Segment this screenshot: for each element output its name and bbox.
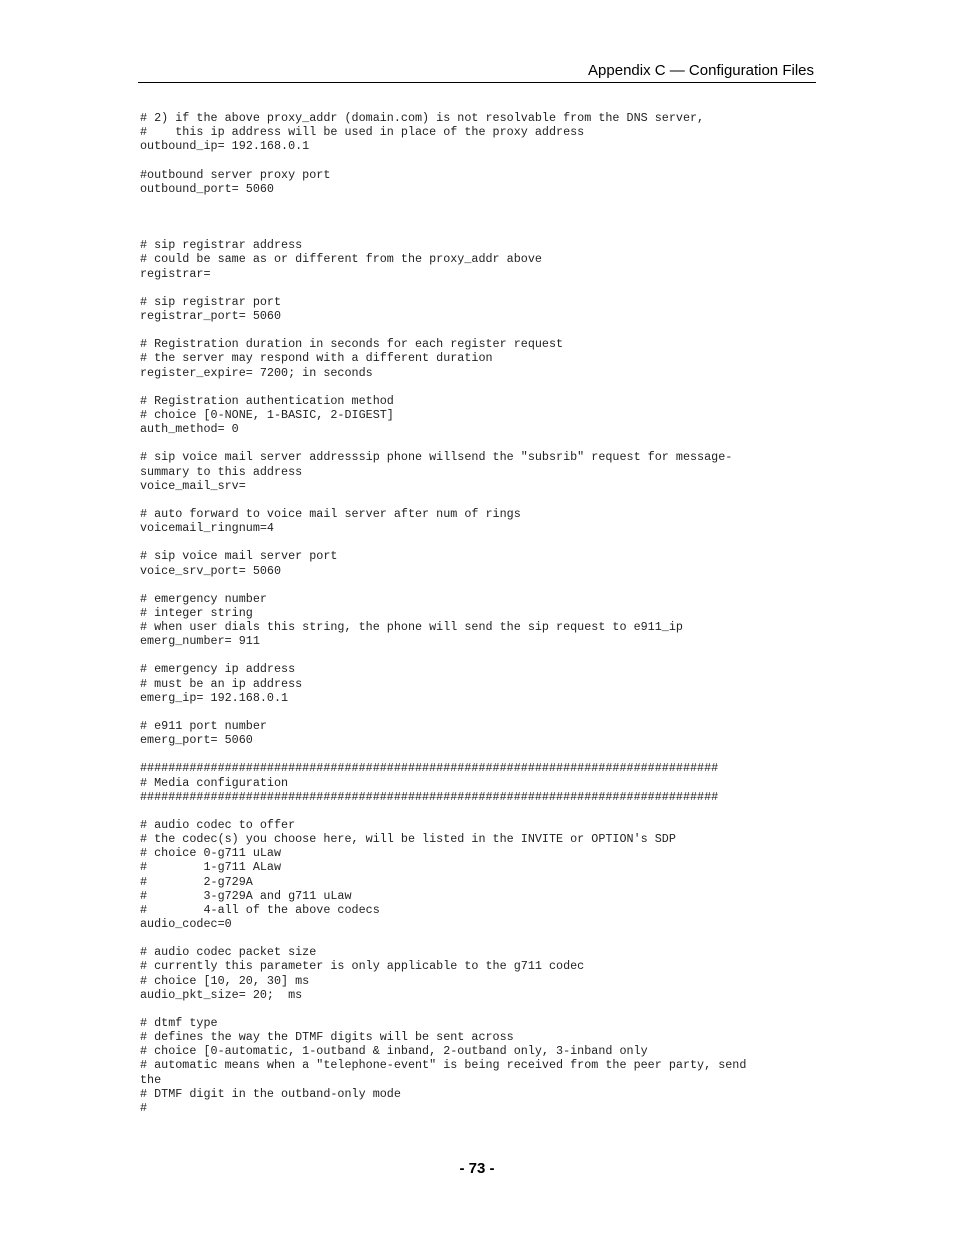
header-title: Appendix C — Configuration Files [588, 62, 814, 79]
config-line [140, 224, 820, 238]
config-line: # currently this parameter is only applicable to the g711 codec [140, 959, 585, 974]
config-line [140, 535, 820, 549]
config-line: # [140, 1100, 148, 1115]
config-line [140, 931, 820, 945]
config-line: emerg_ip= 192.168.0.1 [140, 690, 289, 705]
config-line: # defines the way the DTMF digits will be sent across [140, 1030, 514, 1045]
config-line: # could be same as or different from the proxy_addr above [140, 252, 542, 267]
config-line: # audio codec packet size [140, 945, 317, 960]
config-line: # sip voice mail server port [140, 549, 338, 564]
page-number: - 73 - [459, 1160, 495, 1177]
config-line: # emergency number [140, 591, 267, 606]
config-line: voice_mail_srv= [140, 478, 246, 493]
config-line [140, 493, 820, 507]
page-header [138, 60, 816, 83]
config-line: ################################################################################## [140, 789, 719, 804]
config-line: # 2) if the above proxy_addr (domain.com) is not resolvable from the DNS server, [140, 111, 705, 125]
config-line: outbound_ip= 192.168.0.1 [140, 139, 310, 154]
config-line: # dtmf type [140, 1016, 218, 1030]
config-line [140, 705, 820, 719]
config-line: # automatic means when a "telephone-event" is being received from the peer party, send [140, 1058, 747, 1073]
config-line: registrar_port= 5060 [140, 308, 282, 323]
config-line [140, 436, 820, 450]
config-line: auth_method= 0 [140, 422, 239, 437]
config-line: # 3-g729A and g711 uLaw [140, 888, 352, 903]
config-line: # the server may respond with a different duration [140, 351, 493, 366]
config-line: # Media configuration [140, 775, 289, 790]
config-line: # when user dials this string, the phone will send the sip request to e911_ip [140, 620, 683, 635]
config-line: # audio codec to offer [140, 818, 296, 833]
config-line: #outbound server proxy port [140, 167, 331, 182]
config-line: register_expire= 7200; in seconds [140, 365, 373, 380]
config-line: # choice [0-NONE, 1-BASIC, 2-DIGEST] [140, 407, 394, 422]
config-line [140, 747, 820, 761]
config-line [140, 1002, 820, 1016]
config-line: # 2-g729A [140, 874, 253, 889]
config-line: # Registration authentication method [140, 393, 394, 408]
config-line: # Registration duration in seconds for each register request [140, 337, 564, 352]
config-line: ################################################################################## [140, 761, 719, 776]
config-line: # integer string [140, 605, 253, 620]
config-file-listing [140, 111, 820, 1115]
config-line: audio_codec=0 [140, 917, 232, 932]
config-line: the [140, 1072, 162, 1087]
config-line: # 4-all of the above codecs [140, 902, 380, 917]
config-line: # sip voice mail server addresssip phone willsend the "subsrib" request for message- [140, 450, 733, 465]
config-line [140, 153, 820, 167]
config-line: # emergency ip address [140, 662, 296, 677]
config-line: audio_pkt_size= 20; ms [140, 987, 303, 1002]
config-line: summary to this address [140, 464, 303, 479]
config-line: # the codec(s) you choose here, will be listed in the INVITE or OPTION's SDP [140, 832, 676, 847]
config-line: emerg_port= 5060 [140, 733, 253, 748]
config-line: registrar= [140, 266, 211, 281]
config-line: # sip registrar port [140, 294, 282, 309]
config-line: outbound_port= 5060 [140, 181, 274, 196]
config-line [140, 804, 820, 818]
config-line: emerg_number= 911 [140, 634, 260, 649]
config-line: # choice 0-g711 uLaw [140, 846, 282, 861]
config-line: # auto forward to voice mail server after num of rings [140, 506, 521, 521]
config-line: voice_srv_port= 5060 [140, 563, 282, 578]
config-line [140, 648, 820, 662]
config-line: # sip registrar address [140, 238, 303, 253]
config-line: # choice [0-automatic, 1-outband & inband, 2-outband only, 3-inband only [140, 1044, 648, 1059]
config-line [140, 196, 820, 210]
config-line: # e911 port number [140, 719, 267, 734]
config-line: # choice [10, 20, 30] ms [140, 973, 310, 988]
config-line: voicemail_ringnum=4 [140, 521, 274, 536]
config-line [140, 210, 820, 224]
config-line: # DTMF digit in the outband-only mode [140, 1086, 401, 1101]
config-line [140, 323, 820, 337]
config-line: # must be an ip address [140, 676, 303, 691]
config-line: # this ip address will be used in place of the proxy address [140, 125, 585, 140]
config-line: # 1-g711 ALaw [140, 860, 282, 875]
config-line [140, 380, 820, 394]
config-line [140, 281, 820, 295]
config-line [140, 578, 820, 592]
